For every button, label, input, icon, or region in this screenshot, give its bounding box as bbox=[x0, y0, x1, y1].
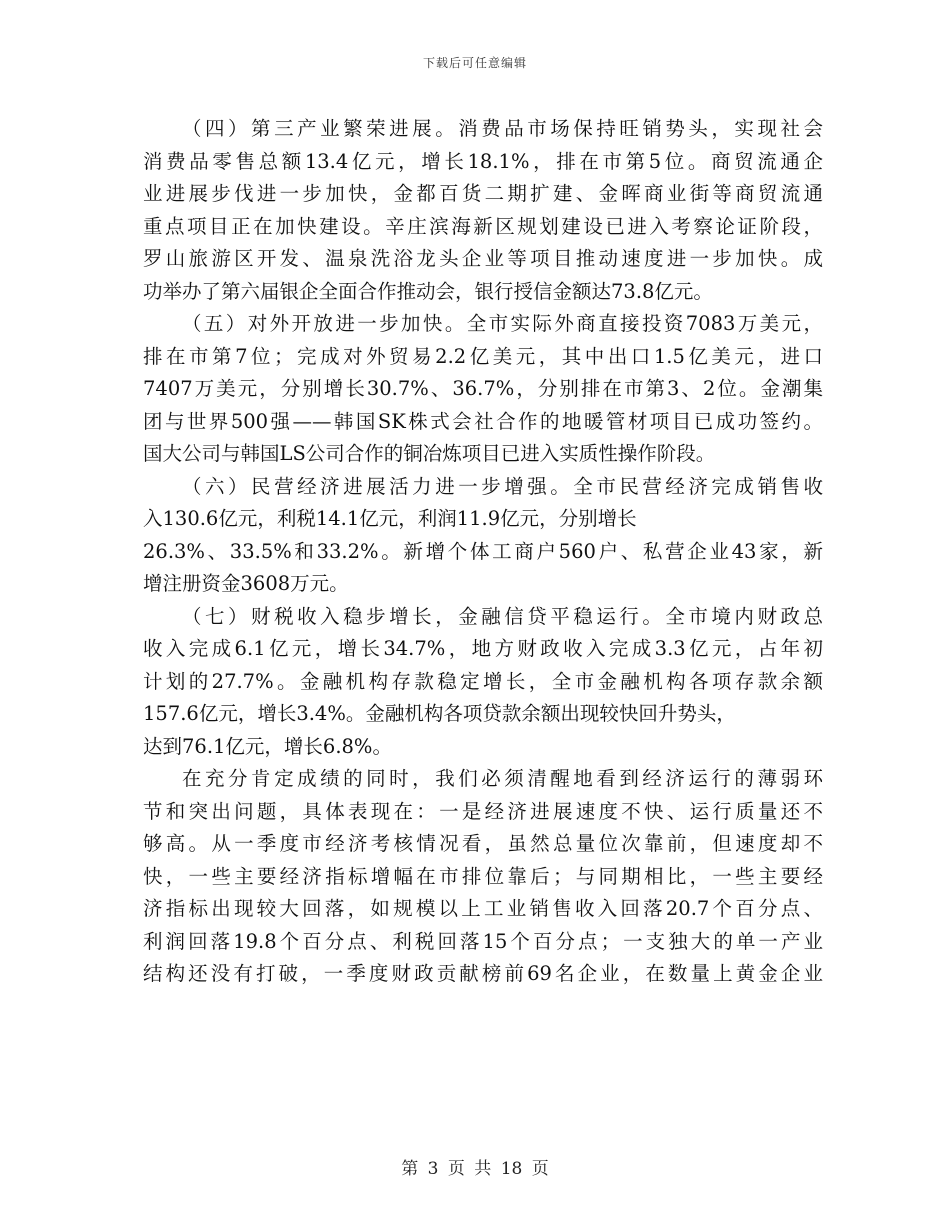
text-line: （五）对外开放进一步加快。全市实际外商直接投资7083万美元， bbox=[182, 312, 823, 335]
text-line: 节和突出问题，具体表现在：一是经济进展速度不快、运行质量还不 bbox=[143, 799, 823, 823]
text-line: 济指标出现较大回落，如规模以上工业销售收入回落20.7个百分点、 bbox=[143, 897, 823, 920]
text-line: （七）财税收入稳步增长，金融信贷平稳运行。全市境内财政总 bbox=[182, 604, 823, 628]
text-line: 排在市第7位；完成对外贸易2.2亿美元，其中出口1.5亿美元，进口 bbox=[143, 344, 823, 368]
text-line: 够高。从一季度市经济考核情况看，虽然总量位次靠前，但速度却不 bbox=[143, 832, 823, 855]
text-line: 重点项目正在加快建设。辛庄滨海新区规划建设已进入考察论证阶段， bbox=[143, 214, 823, 238]
page-header: 下载后可任意编辑 bbox=[422, 56, 527, 70]
text-line: 快，一些主要经济指标增幅在市排位靠后；与同期相比，一些主要经 bbox=[143, 864, 823, 888]
text-line: 消费品零售总额13.4亿元，增长18.1%，排在市第5位。商贸流通企 bbox=[143, 149, 823, 173]
text-line: 在充分肯定成绩的同时，我们必须清醒地看到经济运行的薄弱环 bbox=[182, 767, 823, 790]
text-line: 业进展步伐进一步加快，金都百货二期扩建、金晖商业街等商贸流通 bbox=[143, 182, 823, 205]
text-line: 入130.6亿元，利税14.1亿元，利润11.9亿元，分别增长 bbox=[143, 507, 637, 530]
text-line: 157.6亿元，增长3.4%。金融机构各项贷款余额出现较快回升势头， bbox=[143, 702, 736, 725]
text-line: 收入完成6.1亿元，增长34.7%，地方财政收入完成3.3亿元，占年初 bbox=[143, 637, 823, 660]
text-line: 国大公司与韩国LS公司合作的铜冶炼项目已进入实质性操作阶段。 bbox=[143, 442, 716, 465]
text-line: 团与世界500强——韩国SK株式会社合作的地暖管材项目已成功签约。 bbox=[143, 409, 823, 433]
text-line: 功举办了第六届银企全面合作推动会，银行授信金额达73.8亿元。 bbox=[143, 279, 713, 303]
text-line: （四）第三产业繁荣进展。消费品市场保持旺销势头，实现社会 bbox=[182, 117, 823, 140]
text-line: 26.3%、33.5%和33.2%。新增个体工商户560户、私营企业43家，新 bbox=[143, 539, 823, 563]
text-line: （六）民营经济进展活力进一步增强。全市民营经济完成销售收 bbox=[182, 474, 823, 498]
text-line: 结构还没有打破，一季度财政贡献榜前69名企业，在数量上黄金企业 bbox=[143, 962, 823, 985]
text-line: 利润回落19.8个百分点、利税回落15个百分点；一支独大的单一产业 bbox=[143, 929, 823, 953]
text-line: 7407万美元，分别增长30.7%、36.7%，分别排在市第3、2位。金潮集 bbox=[143, 377, 823, 400]
document-body bbox=[143, 113, 823, 991]
text-line: 达到76.1亿元，增长6.8%。 bbox=[143, 734, 392, 758]
text-line: 计划的27.7%。金融机构存款稳定增长，全市金融机构各项存款余额 bbox=[143, 669, 823, 693]
text-line: 罗山旅游区开发、温泉洗浴龙头企业等项目推动速度进一步加快。成 bbox=[143, 247, 823, 270]
text-line: 增注册资金3608万元。 bbox=[143, 572, 349, 595]
page-footer: 第 3 页 共 18 页 bbox=[401, 1159, 549, 1179]
